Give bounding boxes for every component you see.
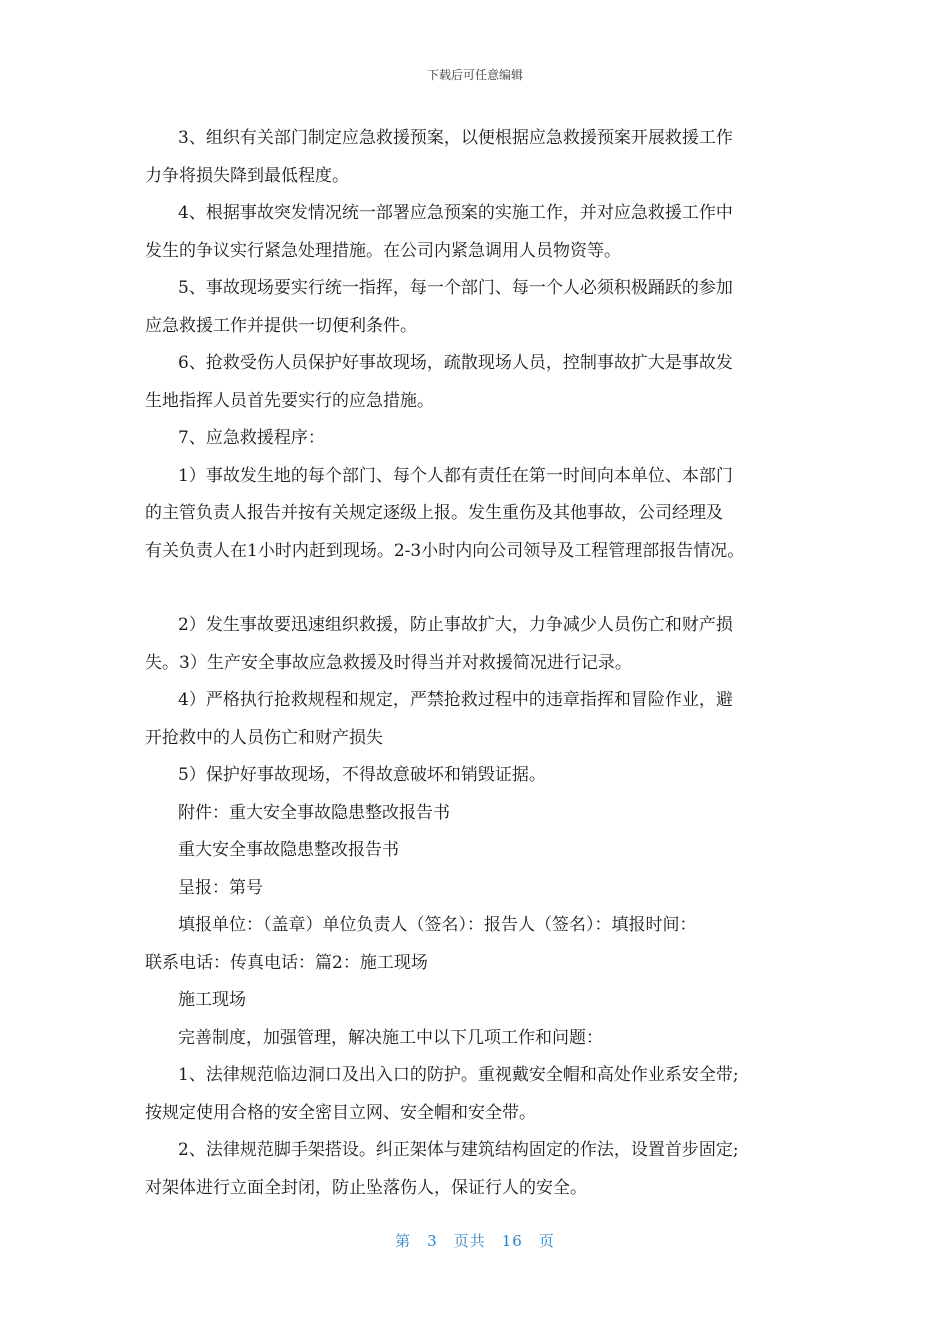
paragraph-line: 发生的争议实行紧急处理措施。在公司内紧急调用人员物资等。 [145,240,621,261]
footer-total-pages: 16 [501,1232,523,1250]
page-header: 下载后可任意编辑 [426,68,523,82]
paragraph-line: 生地指挥人员首先要实行的应急措施。 [145,390,434,411]
footer-middle: 页共 [453,1232,486,1250]
document-body [145,120,815,1207]
paragraph-line: 7、应急救援程序： [178,428,325,448]
footer-suffix: 页 [538,1232,555,1250]
paragraph-line: 重大安全事故隐患整改报告书 [178,840,399,860]
paragraph-line: 施工现场 [178,990,246,1010]
paragraph-line: 4）严格执行抢救规程和规定，严禁抢救过程中的违章指挥和冒险作业，避 [178,690,733,710]
paragraph-line: 呈报：第号 [178,877,263,898]
paragraph-line: 6、抢救受伤人员保护好事故现场，疏散现场人员，控制事故扩大是事故发 [178,353,733,373]
paragraph-line: 4、根据事故突发情况统一部署应急预案的实施工作，并对应急救援工作中 [178,203,733,223]
paragraph-line: 联系电话：传真电话：篇2：施工现场 [145,952,428,973]
footer-prefix: 第 [395,1232,412,1250]
paragraph-line: 1、法律规范临边洞口及出入口的防护。重视戴安全帽和高处作业系安全带; [178,1065,739,1085]
paragraph-line: 完善制度，加强管理，解决施工中以下几项工作和问题： [178,1027,603,1048]
paragraph-line: 附件：重大安全事故隐患整改报告书 [178,802,450,823]
paragraph-line: 5、事故现场要实行统一指挥，每一个部门、每一个人必须积极踊跃的参加 [178,278,733,298]
paragraph-line: 按规定使用合格的安全密目立网、安全帽和安全带。 [145,1102,536,1123]
paragraph-line: 1）事故发生地的每个部门、每个人都有责任在第一时间向本单位、本部门 [178,465,733,486]
paragraph-line: 5）保护好事故现场，不得故意破坏和销毁证据。 [178,765,546,785]
footer-page-number: 3 [427,1232,438,1250]
paragraph-line: 对架体进行立面全封闭，防止坠落伤人，保证行人的安全。 [145,1177,587,1198]
paragraph-line: 开抢救中的人员伤亡和财产损失 [145,727,383,748]
paragraph-line: 失。3）生产安全事故应急救援及时得当并对救援简况进行记录。 [145,652,632,673]
paragraph-line: 填报单位：（盖章）单位负责人（签名）：报告人（签名）：填报时间： [178,915,697,935]
paragraph-line: 有关负责人在1小时内赶到现场。2-3小时内向公司领导及工程管理部报告情况。 [145,540,745,561]
page-footer [0,1230,950,1251]
paragraph-line: 的主管负责人报告并按有关规定逐级上报。发生重伤及其他事故，公司经理及 [145,503,723,523]
paragraph-line: 3、组织有关部门制定应急救援预案，以便根据应急救援预案开展救援工作 [178,128,733,148]
paragraph-line: 2、法律规范脚手架搭设。纠正架体与建筑结构固定的作法，设置首步固定; [178,1140,739,1160]
paragraph-line: 2）发生事故要迅速组织救援，防止事故扩大，力争减少人员伤亡和财产损 [178,615,733,635]
paragraph-gap [145,570,815,607]
paragraph-line: 力争将损失降到最低程度。 [145,165,349,186]
paragraph-line: 应急救援工作并提供一切便利条件。 [145,315,417,336]
